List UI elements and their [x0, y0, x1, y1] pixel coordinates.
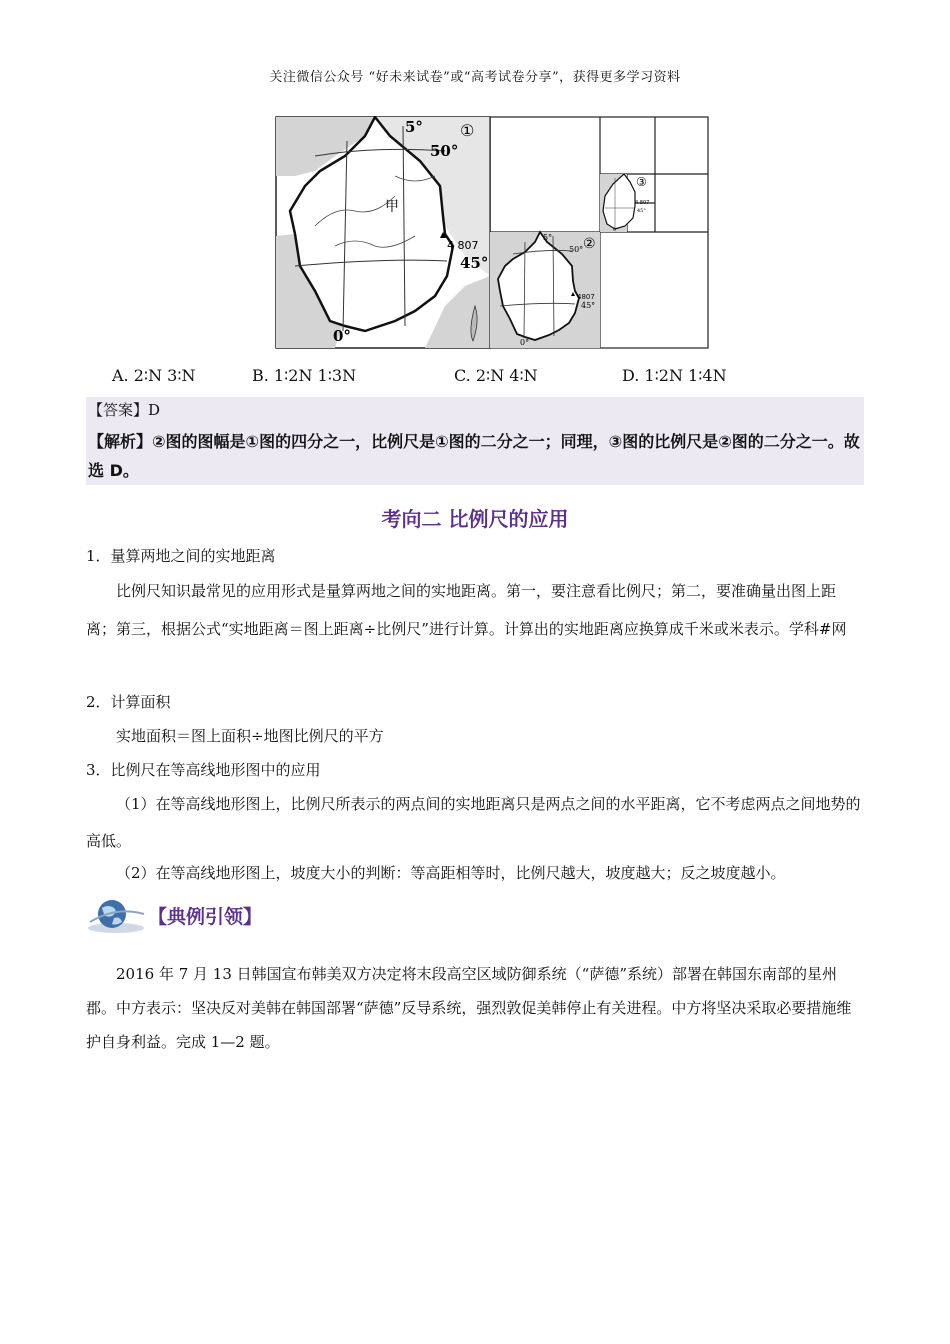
map1-lat50-label: 50° [430, 142, 459, 160]
paragraph-2: 实地面积＝图上面积÷地图比例尺的平方 [116, 727, 384, 745]
option-c: C. 2∶N 4∶N [454, 366, 538, 385]
map2-lat45-label: 45° [581, 301, 596, 310]
map1-place: 甲 [385, 199, 399, 215]
map2-lat50-label: 50° [569, 245, 584, 254]
answer-label: 【答案】D [88, 401, 161, 419]
option-b: B. 1∶2N 1∶3N [252, 366, 357, 385]
example-banner [86, 896, 446, 936]
map1-lon5-label: 5° [405, 118, 423, 136]
paragraph-3: （1）在等高线地形图上，比例尺所表示的两点间的实地距离只是两点之间的水平距离，它不考虑两点之间地势的高低。 [86, 795, 861, 850]
heading-2: 2．计算面积 [86, 693, 171, 711]
map2-lon5-label: 5° [543, 233, 553, 242]
option-a: A. 2∶N 3∶N [112, 366, 196, 385]
map3-lat45-label: 45° [637, 208, 646, 214]
map3-lon0-label: 0° [613, 227, 619, 233]
map1-lat45-label: 45° [460, 254, 489, 272]
example-paragraph: 2016 年 7 月 13 日韩国宣布韩美双方决定将末段高空区域防御系统（“萨德”系统）部署在韩国东南部的星州郡。中方表示：坚决反对美韩在韩国部署“萨德”反导系统，强烈敦促美韩停止有关进程。中方将坚决采取必要措施维护自身利益。完成 1—2 题。 [86, 965, 852, 1051]
heading-1: 1．量算两地之间的实地距离 [86, 547, 276, 565]
map2-lon0-label: 0° [520, 338, 530, 347]
paragraph-1: 比例尺知识最常见的应用形式是量算两地之间的实地距离。第一，要注意看比例尺；第二，要准确量出图上距离；第三，根据公式“实地距离＝图上距离÷比例尺”进行计算。计算出的实地距离应换算成千米或米表示。学科#网 [86, 582, 847, 638]
analysis-text: 【解析】②图的图幅是①图的四分之一，比例尺是①图的二分之一；同理，③图的比例尺是②图的二分之一。故选 D。 [88, 432, 860, 480]
page-header: 关注微信公众号 “好未来试卷”或“高考试卷分享”，获得更多学习资料 [269, 70, 681, 85]
answer-box [86, 397, 864, 485]
heading-3: 3．比例尺在等高线地形图中的应用 [86, 761, 321, 779]
globe-icon [86, 896, 148, 936]
example-title: 【典例引领】 [148, 906, 263, 928]
map2-peak: 4807 [577, 293, 595, 301]
map3-circle: ③ [636, 175, 647, 189]
option-d: D. 1∶2N 1∶4N [622, 366, 727, 385]
paragraph-4: （2）在等高线地形图上，坡度大小的判断：等高距相等时，比例尺越大，坡度越大；反之坡度越小。 [116, 864, 786, 882]
map1-peak: 4 807 [447, 239, 479, 252]
map2-circle: ② [583, 236, 596, 252]
map1-lon0-label: 0° [333, 327, 351, 345]
section-title: 考向二 比例尺的应用 [381, 507, 569, 531]
map1-circle: ① [460, 121, 475, 140]
map3-peak: 4 807 [635, 200, 650, 206]
map-figure [275, 116, 709, 350]
